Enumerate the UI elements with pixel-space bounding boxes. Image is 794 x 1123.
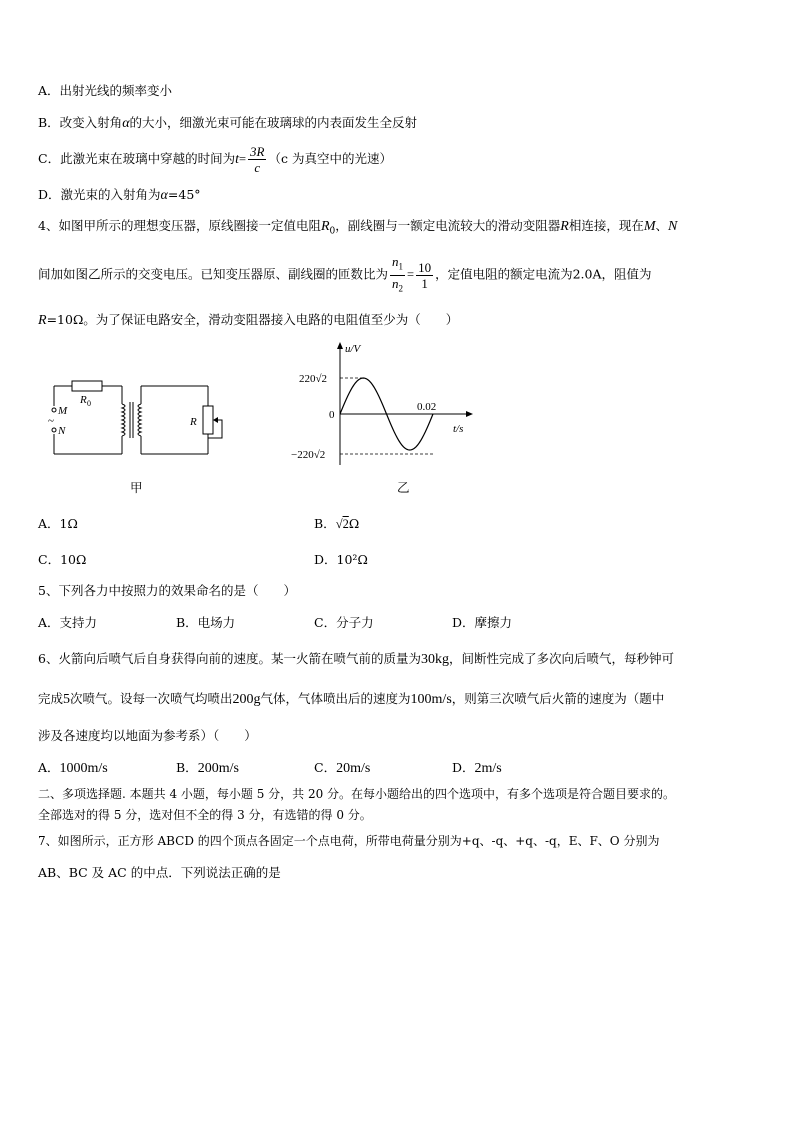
q4-n1-sub: 1 <box>398 261 404 272</box>
q3-option-b <box>38 114 417 133</box>
q6-option-c-value: 20m/s <box>336 761 371 776</box>
figure-label-jia: 甲 <box>130 480 143 495</box>
q4-sep: 、 <box>655 218 669 233</box>
primary-coil <box>122 404 125 436</box>
q6-option-b-value: 200m/s <box>197 761 239 776</box>
circuit-label-r0-sub: 0 <box>87 399 91 408</box>
q4-n1: n <box>392 254 399 269</box>
q4-line2-post: ，定值电阻的额定电流为2.0A，阻值为 <box>435 266 652 282</box>
circuit-label-ac: ~ <box>48 415 54 427</box>
circuit-diagram-jia <box>40 370 240 470</box>
q6-option-a-value: 1000m/s <box>59 761 108 776</box>
q4-option-d: D．10²Ω <box>314 552 368 567</box>
q3-option-d-pre: D．激光束的入射角为 <box>38 187 161 202</box>
q5-option-b: B．电场力 <box>176 615 236 630</box>
q4-line1-mid2: 相连接，现在 <box>568 218 644 233</box>
q3-option-a-text: A．出射光线的频率变小 <box>38 83 173 98</box>
q4-line2-pre: 间加如图乙所示的交变电压。已知变压器原、副线圈的匝数比为 <box>38 266 389 282</box>
q4-ratio-eq: = <box>407 267 415 282</box>
graph-ymax-label: 220√2 <box>299 373 328 385</box>
q5-stem: 5、下列各力中按照力的效果命名的是（ ） <box>38 583 296 598</box>
q3-option-d-post: =45° <box>167 187 201 202</box>
q4-option-c: C．10Ω <box>38 552 87 567</box>
section2-line1: 二、多项选择题. 本题共 4 小题，每小题 5 分，共 20 分。在每小题给出的四个选项中，有多个选项是符合题目要求的。 <box>38 787 676 801</box>
q4-option-b-pre: B． <box>314 516 336 531</box>
circuit-label-r: R <box>190 416 197 428</box>
terminal-n <box>52 428 56 432</box>
q3-option-b-post: 的大小，细激光束可能在玻璃球的内表面发生全反射 <box>129 115 418 130</box>
q3-option-c <box>38 142 392 177</box>
q3-fraction-denominator: c <box>254 160 261 175</box>
graph-ymin-label: −220√2 <box>291 449 326 461</box>
q4-r0: R <box>320 219 330 234</box>
q6-count: 5 <box>63 692 71 707</box>
q6-stem-line2 <box>38 690 664 709</box>
q3-option-c-pre: C．此激光束在玻璃中穿越的时间为 <box>38 151 236 166</box>
graph-zero-label: 0 <box>329 409 335 421</box>
circuit-label-m: M <box>58 405 68 417</box>
sqrt-symbol: √2 <box>335 517 349 531</box>
q3-option-b-pre: B．改变入射角 <box>38 115 123 130</box>
q3-option-d <box>38 186 201 205</box>
q6-line2-post: ，则第三次喷气后火箭的速度为（题中 <box>451 691 665 706</box>
q4-n: N <box>668 219 678 234</box>
q4-m: M <box>643 219 656 234</box>
q6-speed: 100m/s <box>410 692 452 707</box>
q4-option-b-radicand: 2 <box>342 517 349 531</box>
q6-option-b <box>176 759 239 778</box>
q5-option-c: C．分子力 <box>314 615 374 630</box>
q4-line3-post: =10Ω。为了保证电路安全，滑动变阻器接入电路的电阻值至少为（ ） <box>46 312 459 327</box>
q3-time-symbol: t <box>235 152 239 167</box>
rheostat-r <box>203 406 213 434</box>
q6-option-c <box>314 759 370 778</box>
q4-stem-line2 <box>38 254 652 296</box>
graph-x-label: t/s <box>453 423 464 435</box>
q6-gas: 200g <box>232 692 261 707</box>
q4-n2: n <box>392 275 399 291</box>
resistor-r0 <box>72 381 102 391</box>
terminal-m <box>52 408 56 412</box>
q4-ratio-value <box>416 260 433 291</box>
graph-y-label: u/V <box>345 343 361 355</box>
q6-option-d-pre: D． <box>452 760 475 775</box>
circuit-label-r0: R <box>80 394 87 406</box>
q3-alpha-d: α <box>160 188 168 203</box>
section2-line2: 全部选对的得 5 分，选对但不全的得 3 分，有选错的得 0 分。 <box>38 808 372 822</box>
q6-mass: 30kg <box>420 652 449 667</box>
q3-alpha: α <box>122 116 130 131</box>
q4-r0-sub: 0 <box>329 226 336 237</box>
q7-stem-line1: 7、如图所示，正方形 ABCD 的四个顶点各固定一个点电荷，所带电荷量分别为+q、-q、+q、-q，E、F、O 分别为 <box>38 834 660 848</box>
q6-stem-line1 <box>38 650 674 669</box>
q3-option-c-post: （c 为真空中的光速） <box>268 151 392 166</box>
q5-option-d: D．摩擦力 <box>452 615 513 630</box>
q4-line1-pre: 4、如图甲所示的理想变压器，原线圈接一定值电阻 <box>38 218 321 233</box>
q3-equals: = <box>238 152 247 166</box>
q4-option-b <box>314 515 359 533</box>
q4-stem-line1 <box>38 217 677 241</box>
q6-stem-line3: 涉及各速度均以地面为参考系）（ ） <box>38 728 257 743</box>
q6-line2-pre: 完成 <box>38 691 64 706</box>
q6-line2-mid: 次喷气。设每一次喷气均喷出 <box>70 691 233 706</box>
q6-option-d <box>452 759 502 778</box>
q4-turns-ratio <box>390 254 405 296</box>
q4-line1-mid: ，副线圈与一额定电流较大的滑动变阻器 <box>335 218 561 233</box>
q4-stem-line3 <box>38 311 458 330</box>
q6-line1-pre: 6、火箭向后喷气后自身获得向前的速度。某一火箭在喷气前的质量为 <box>38 651 421 666</box>
circuit-label-n: N <box>58 425 66 437</box>
q3-time-fraction <box>248 144 266 175</box>
q6-option-c-pre: C． <box>314 760 337 775</box>
q4-r-var: R <box>560 219 569 234</box>
q6-line2-mid2: 气体，气体喷出后的速度为 <box>260 691 411 706</box>
figure-label-yi: 乙 <box>397 480 410 495</box>
q6-option-d-value: 2m/s <box>474 761 502 776</box>
q6-line1-post: ，间断性完成了多次向后喷气，每秒钟可 <box>448 651 674 666</box>
secondary-coil <box>138 404 141 436</box>
q6-option-a <box>38 759 108 778</box>
q4-option-a: A．1Ω <box>38 516 78 531</box>
q4-option-b-post: Ω <box>348 516 360 531</box>
q6-option-a-pre: A． <box>38 760 60 775</box>
q4-line3-r: R <box>38 313 47 328</box>
q4-ratio-den: 1 <box>421 275 428 291</box>
q7-stem-line2: AB、BC 及 AC 的中点．下列说法正确的是 <box>38 865 281 880</box>
voltage-graph-yi <box>285 340 485 470</box>
q4-ratio-num: 10 <box>418 259 432 275</box>
graph-period-label: 0.02 <box>417 401 437 413</box>
q5-option-a: A．支持力 <box>38 615 98 630</box>
q3-option-a <box>38 82 172 100</box>
q3-fraction-numerator: 3R <box>250 144 265 159</box>
q4-n2-sub: 2 <box>398 283 404 294</box>
q6-option-b-pre: B． <box>176 760 198 775</box>
